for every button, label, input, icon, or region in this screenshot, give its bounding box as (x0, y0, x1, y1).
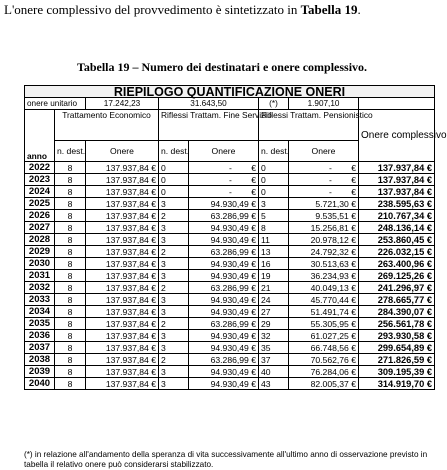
ndest-tfs-cell: 3 (159, 294, 189, 306)
year-cell: 2031 (25, 270, 55, 282)
ndest-pension-cell: 0 (259, 186, 289, 198)
table-row (25, 330, 435, 342)
ndest-tfs-cell: 3 (159, 366, 189, 378)
ndest-tfs-cell: 0 (159, 162, 189, 174)
total-cell: 314.919,70 € (359, 378, 435, 390)
onere-pension-cell: 36.234,93 € (289, 270, 359, 282)
unit-cost-economic: 17.242,23 (86, 98, 159, 110)
unit-cost-row (25, 98, 435, 110)
onere-economic-cell: 137.937,84 € (86, 378, 159, 390)
onere-pension-cell: 9.535,51 € (289, 210, 359, 222)
ndest-economic-cell: 8 (55, 186, 86, 198)
onere-tfs-cell: 94.930,49 € (189, 366, 259, 378)
year-cell: 2034 (25, 306, 55, 318)
onere-pension-value: - (329, 186, 332, 197)
ndest-pension-cell: 13 (259, 246, 289, 258)
ndest-tfs-cell: 3 (159, 330, 189, 342)
ndest-pension-cell: 35 (259, 342, 289, 354)
total-cell: 278.665,77 € (359, 294, 435, 306)
ndest-pension-cell: 40 (259, 366, 289, 378)
ndest-pension-cell: 21 (259, 282, 289, 294)
onere-tfs-cell: 63.286,99 € (189, 318, 259, 330)
onere-tfs-value: - (229, 186, 232, 197)
onere-tfs-cell: 94.930,49 € (189, 270, 259, 282)
onere-tfs-value: - (229, 162, 232, 173)
intro-text: L'onere complessivo del provvedimento è sintetizzato in (4, 2, 301, 17)
total-cell: 137.937,84 € (359, 186, 435, 198)
subheader-onere: Onere (189, 141, 259, 162)
year-cell: 2040 (25, 378, 55, 390)
ndest-economic-cell: 8 (55, 294, 86, 306)
group-header-row (25, 110, 435, 141)
onere-pension-cell: 70.562,76 € (289, 354, 359, 366)
onere-economic-cell: 137.937,84 € (86, 174, 159, 186)
table-row (25, 210, 435, 222)
ndest-tfs-cell: 3 (159, 258, 189, 270)
ndest-pension-cell: 0 (259, 162, 289, 174)
ndest-pension-cell: 11 (259, 234, 289, 246)
onere-tfs-value: - (229, 174, 232, 185)
ndest-tfs-cell: 2 (159, 354, 189, 366)
group-header-economic: Trattamento Economico (55, 110, 159, 141)
onere-pension-cell: 45.770,44 € (289, 294, 359, 306)
total-cell: 210.767,34 € (359, 210, 435, 222)
onere-pension-cell: 51.491,74 € (289, 306, 359, 318)
table-row (25, 306, 435, 318)
onere-pension-cell: 61.027,25 € (289, 330, 359, 342)
onere-tfs-cell: 94.930,49 € (189, 330, 259, 342)
table-row (25, 270, 435, 282)
ndest-economic-cell: 8 (55, 342, 86, 354)
year-cell: 2025 (25, 198, 55, 210)
ndest-tfs-cell: 3 (159, 198, 189, 210)
table-row (25, 174, 435, 186)
total-cell: 241.296,97 € (359, 282, 435, 294)
onere-pension-cell: 24.792,32 € (289, 246, 359, 258)
onere-pension-cell (289, 186, 359, 198)
onere-economic-cell: 137.937,84 € (86, 306, 159, 318)
ndest-pension-cell: 29 (259, 318, 289, 330)
onere-tfs-cell: 94.930,49 € (189, 234, 259, 246)
ndest-tfs-cell: 3 (159, 270, 189, 282)
year-cell: 2036 (25, 330, 55, 342)
onere-tfs-cell: 94.930,49 € (189, 378, 259, 390)
ndest-pension-cell: 43 (259, 378, 289, 390)
footnote: (*) in relazione all'andamento della speranza di vita successivamente all'ultimo anno di osservazione previsto in tabella il relativo onere può considerarsi stabilizzato. (24, 450, 428, 469)
onere-tfs-cell: 63.286,99 € (189, 282, 259, 294)
table-row (25, 318, 435, 330)
ndest-tfs-cell: 3 (159, 222, 189, 234)
year-cell: 2029 (25, 246, 55, 258)
ndest-economic-cell: 8 (55, 174, 86, 186)
ndest-tfs-cell: 2 (159, 318, 189, 330)
total-cell: 269.125,26 € (359, 270, 435, 282)
table-body (25, 162, 435, 390)
onere-tfs-cell: 94.930,49 € (189, 222, 259, 234)
table-row (25, 222, 435, 234)
onere-tfs-cell: 94.930,49 € (189, 306, 259, 318)
ndest-economic-cell: 8 (55, 282, 86, 294)
onere-pension-cell: 66.748,56 € (289, 342, 359, 354)
table-row (25, 198, 435, 210)
ndest-pension-cell: 27 (259, 306, 289, 318)
year-cell: 2030 (25, 258, 55, 270)
total-cell: 284.390,07 € (359, 306, 435, 318)
table-row (25, 186, 435, 198)
onere-pension-value: - (329, 162, 332, 173)
table-row (25, 366, 435, 378)
table-row (25, 294, 435, 306)
onere-economic-cell: 137.937,84 € (86, 198, 159, 210)
total-cell: 309.195,39 € (359, 366, 435, 378)
unit-cost-tfs: 31.643,50 (159, 98, 259, 110)
ndest-economic-cell: 8 (55, 354, 86, 366)
total-cell: 226.032,15 € (359, 246, 435, 258)
onere-tfs-cell: 94.930,49 € (189, 258, 259, 270)
onere-economic-cell: 137.937,84 € (86, 330, 159, 342)
ndest-economic-cell: 8 (55, 378, 86, 390)
onere-pension-cell: 15.256,81 € (289, 222, 359, 234)
ndest-economic-cell: 8 (55, 234, 86, 246)
onere-economic-cell: 137.937,84 € (86, 270, 159, 282)
unit-cost-pension: 1.907,10 (289, 98, 359, 110)
total-cell: 137.937,84 € (359, 162, 435, 174)
ndest-tfs-cell: 2 (159, 282, 189, 294)
onere-economic-cell: 137.937,84 € (86, 222, 159, 234)
ndest-tfs-cell: 0 (159, 174, 189, 186)
onere-pension-cell: 40.049,13 € (289, 282, 359, 294)
year-cell: 2038 (25, 354, 55, 366)
onere-pension-cell: 30.513,63 € (289, 258, 359, 270)
year-cell: 2032 (25, 282, 55, 294)
unit-cost-empty (359, 98, 435, 110)
ndest-economic-cell: 8 (55, 246, 86, 258)
year-header: anno (25, 110, 55, 162)
onere-tfs-cell: 63.286,99 € (189, 210, 259, 222)
onere-pension-cell (289, 174, 359, 186)
ndest-pension-cell: 5 (259, 210, 289, 222)
onere-pension-cell: 76.284,06 € (289, 366, 359, 378)
onere-economic-cell: 137.937,84 € (86, 186, 159, 198)
ndest-economic-cell: 8 (55, 318, 86, 330)
table-row (25, 234, 435, 246)
table-row (25, 342, 435, 354)
ndest-economic-cell: 8 (55, 210, 86, 222)
subheader-onere: Onere (289, 141, 359, 162)
ndest-pension-cell: 24 (259, 294, 289, 306)
onere-tfs-cell: 94.930,49 € (189, 342, 259, 354)
total-cell: 238.595,63 € (359, 198, 435, 210)
year-cell: 2037 (25, 342, 55, 354)
ndest-pension-cell: 8 (259, 222, 289, 234)
total-cell: 256.561,78 € (359, 318, 435, 330)
onere-economic-cell: 137.937,84 € (86, 162, 159, 174)
ndest-pension-cell: 19 (259, 270, 289, 282)
unit-cost-note: (*) (259, 98, 289, 110)
ndest-economic-cell: 8 (55, 330, 86, 342)
euro-sign: € (251, 162, 256, 173)
ndest-tfs-cell: 0 (159, 186, 189, 198)
ndest-economic-cell: 8 (55, 198, 86, 210)
onere-tfs-cell: 94.930,49 € (189, 294, 259, 306)
table-row (25, 282, 435, 294)
total-cell: 293.930,58 € (359, 330, 435, 342)
onere-tfs-cell (189, 174, 259, 186)
onere-economic-cell: 137.937,84 € (86, 234, 159, 246)
table-row (25, 354, 435, 366)
onere-pension-cell (289, 162, 359, 174)
year-cell: 2024 (25, 186, 55, 198)
onere-economic-cell: 137.937,84 € (86, 282, 159, 294)
onere-economic-cell: 137.937,84 € (86, 258, 159, 270)
onere-economic-cell: 137.937,84 € (86, 354, 159, 366)
total-cell: 248.136,14 € (359, 222, 435, 234)
ndest-economic-cell: 8 (55, 270, 86, 282)
euro-sign: € (351, 186, 356, 197)
total-cell: 263.400,96 € (359, 258, 435, 270)
onere-tfs-cell: 63.286,99 € (189, 246, 259, 258)
year-cell: 2027 (25, 222, 55, 234)
onere-economic-cell: 137.937,84 € (86, 210, 159, 222)
subheader-ndest: n. dest. (259, 141, 289, 162)
onere-economic-cell: 137.937,84 € (86, 246, 159, 258)
onere-pension-cell: 82.005,37 € (289, 378, 359, 390)
ndest-pension-cell: 32 (259, 330, 289, 342)
subheader-ndest: n. dest. (159, 141, 189, 162)
intro-table-ref: Tabella 19 (300, 2, 358, 17)
onere-economic-cell: 137.937,84 € (86, 366, 159, 378)
ndest-pension-cell: 37 (259, 354, 289, 366)
subheader-onere: Onere (86, 141, 159, 162)
onere-tfs-cell: 63.286,99 € (189, 354, 259, 366)
year-cell: 2022 (25, 162, 55, 174)
onere-pension-value: - (329, 174, 332, 185)
table-row (25, 378, 435, 390)
onere-economic-cell: 137.937,84 € (86, 342, 159, 354)
table-caption: Tabella 19 – Numero dei destinatari e onere complessivo. (76, 60, 368, 74)
ndest-tfs-cell: 3 (159, 342, 189, 354)
table-row (25, 246, 435, 258)
ndest-pension-cell: 3 (259, 198, 289, 210)
table-row (25, 258, 435, 270)
intro-paragraph (4, 2, 361, 18)
intro-period: . (357, 2, 361, 17)
euro-sign: € (351, 174, 356, 185)
oneri-table (24, 84, 447, 390)
onere-pension-cell: 20.978,12 € (289, 234, 359, 246)
ndest-tfs-cell: 2 (159, 246, 189, 258)
year-cell: 2035 (25, 318, 55, 330)
euro-sign: € (251, 186, 256, 197)
onere-economic-cell: 137.937,84 € (86, 318, 159, 330)
onere-pension-cell: 55.305,95 € (289, 318, 359, 330)
ndest-pension-cell: 0 (259, 174, 289, 186)
year-cell: 2039 (25, 366, 55, 378)
ndest-tfs-cell: 3 (159, 378, 189, 390)
year-cell: 2026 (25, 210, 55, 222)
ndest-economic-cell: 8 (55, 258, 86, 270)
ndest-tfs-cell: 3 (159, 234, 189, 246)
total-cell: 299.654,89 € (359, 342, 435, 354)
ndest-economic-cell: 8 (55, 222, 86, 234)
year-cell: 2023 (25, 174, 55, 186)
onere-tfs-cell (189, 186, 259, 198)
ndest-economic-cell: 8 (55, 366, 86, 378)
year-cell: 2028 (25, 234, 55, 246)
ndest-tfs-cell: 2 (159, 210, 189, 222)
subheader-ndest: n. dest. (55, 141, 86, 162)
euro-sign: € (351, 162, 356, 173)
ndest-economic-cell: 8 (55, 162, 86, 174)
table-title: RIEPILOGO QUANTIFICAZIONE ONERI (25, 86, 435, 98)
unit-cost-label: onere unitario (25, 98, 86, 110)
ndest-pension-cell: 16 (259, 258, 289, 270)
onere-pension-cell: 5.721,30 € (289, 198, 359, 210)
euro-sign: € (251, 174, 256, 185)
table-title-row (25, 86, 435, 98)
group-header-tfs: Riflessi Trattam. Fine Servizio (159, 110, 259, 141)
total-header: Onere complessivo (359, 110, 435, 162)
group-header-pension: Riflessi Trattam. Pensionistico (259, 110, 359, 141)
table-row (25, 162, 435, 174)
onere-tfs-cell: 94.930,49 € (189, 198, 259, 210)
total-cell: 253.860,45 € (359, 234, 435, 246)
total-cell: 271.826,59 € (359, 354, 435, 366)
year-cell: 2033 (25, 294, 55, 306)
onere-economic-cell: 137.937,84 € (86, 294, 159, 306)
total-cell: 137.937,84 € (359, 174, 435, 186)
ndest-tfs-cell: 3 (159, 306, 189, 318)
onere-tfs-cell (189, 162, 259, 174)
ndest-economic-cell: 8 (55, 306, 86, 318)
